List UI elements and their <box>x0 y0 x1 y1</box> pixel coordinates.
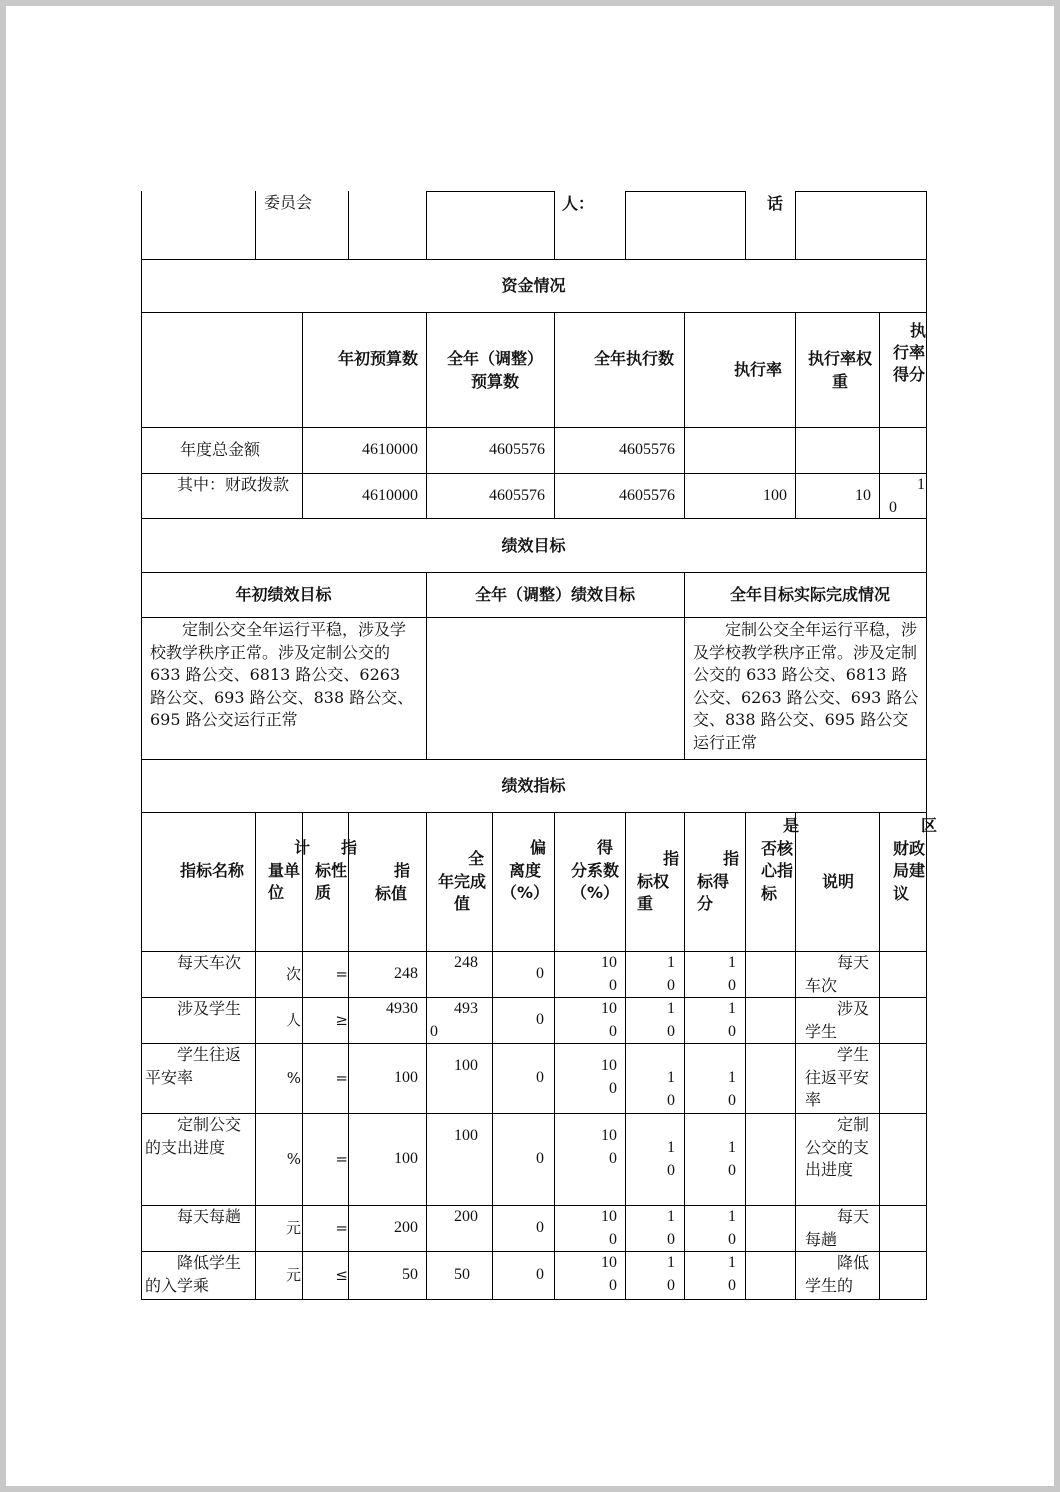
header-actual-value: 全年完成值 <box>438 849 487 913</box>
cell-border <box>426 312 427 519</box>
header-indicator-value: 指标值 <box>374 861 410 903</box>
indicator-score-cell: 10 <box>728 1069 736 1109</box>
cell-border <box>879 312 880 519</box>
row-label-fiscal: 其中：财政拨款 <box>177 475 290 494</box>
header-score: 指标得分 <box>697 849 740 913</box>
header-advice: 区财政局建议 <box>893 816 938 903</box>
indicator-desc-cell: 降低学生的 <box>805 1253 870 1295</box>
fiscal-executed: 4605576 <box>619 487 675 504</box>
cell-border <box>795 191 796 260</box>
header-exec-rate: 执行率 <box>733 360 782 379</box>
indicator-actual-cell: 4930 <box>430 1000 478 1040</box>
cell-border <box>426 191 555 192</box>
indicator-name-cell: 学生往返平安率 <box>145 1045 242 1087</box>
row-border <box>141 572 927 573</box>
indicator-coef-cell: 100 <box>601 1254 617 1294</box>
cell-border <box>554 812 555 1299</box>
indicator-name-cell: 每天每趟 <box>177 1207 242 1226</box>
indicator-deviation-cell: 0 <box>536 1011 544 1028</box>
cell-border <box>554 312 555 519</box>
header-executed: 全年执行数 <box>593 349 674 368</box>
fiscal-exec-weight: 10 <box>855 487 871 504</box>
row-border <box>141 427 927 428</box>
indicator-value-cell: 50 <box>402 1266 418 1283</box>
row-border <box>141 617 927 618</box>
goals-section-title: 绩效目标 <box>501 536 566 555</box>
header-core: 是否核心指标 <box>761 816 800 903</box>
total-initial-budget: 4610000 <box>362 441 418 458</box>
indicator-deviation-cell: 0 <box>536 1219 544 1236</box>
row-label-total: 年度总金额 <box>180 440 261 459</box>
indicator-nature-cell: = <box>335 1150 348 1168</box>
fiscal-initial-budget: 4610000 <box>362 487 418 504</box>
contact-person-label: 人： <box>562 194 595 213</box>
indicator-unit-cell: 人 <box>285 1011 301 1029</box>
indicator-value-cell: 100 <box>394 1069 418 1086</box>
header-adjusted-goal: 全年（调整）绩效目标 <box>474 585 635 604</box>
indicator-value-cell: 200 <box>394 1219 418 1236</box>
indicator-weight-cell: 10 <box>667 1069 675 1109</box>
row-border <box>141 1299 927 1300</box>
indicator-nature-cell: ≥ <box>335 1011 348 1029</box>
indicator-actual-cell: 200 <box>454 1208 478 1225</box>
indicator-desc-cell: 定制公交的支出进度 <box>805 1115 870 1179</box>
header-actual-goal: 全年目标实际完成情况 <box>729 585 890 604</box>
indicator-coef-cell: 100 <box>601 1208 617 1248</box>
header-exec-score: 执行率得分 <box>893 321 927 384</box>
indicator-name-cell: 每天车次 <box>177 953 242 972</box>
actual-goal-text: 定制公交全年运行平稳，涉及学校教学秩序正常。涉及定制公交的 633 路公交、6813 路公交、6263 路公交、693 路公交、838 路公交、695 路公交运行正常 <box>693 620 919 752</box>
cell-border <box>795 191 926 192</box>
header-weight: 指标权重 <box>637 849 680 913</box>
indicator-score-cell: 10 <box>728 954 736 994</box>
cell-border <box>302 812 303 1299</box>
total-adjusted-budget: 4605576 <box>489 441 545 458</box>
cell-border <box>348 191 349 260</box>
cell-border <box>745 191 746 260</box>
header-initial-goal: 年初绩效目标 <box>235 585 332 604</box>
indicator-deviation-cell: 0 <box>536 1266 544 1283</box>
row-border <box>141 759 927 760</box>
cell-border <box>745 812 746 1299</box>
indicator-desc-cell: 每天每趟 <box>805 1207 870 1249</box>
header-initial-budget: 年初预算数 <box>337 349 418 368</box>
indicator-nature-cell: = <box>335 965 348 983</box>
total-executed: 4605576 <box>619 441 675 458</box>
cell-border <box>554 191 555 260</box>
indicator-coef-cell: 100 <box>601 1127 617 1167</box>
cell-border <box>684 572 685 759</box>
cell-border <box>255 191 256 260</box>
cell-border <box>684 312 685 519</box>
phone-label: 话 <box>767 194 784 213</box>
indicator-unit-cell: % <box>286 1150 301 1168</box>
indicator-name-cell: 定制公交的支出进度 <box>145 1115 242 1157</box>
indicator-weight-cell: 10 <box>667 1254 675 1294</box>
cell-border <box>492 812 493 1299</box>
header-description: 说明 <box>821 872 854 891</box>
indicator-deviation-cell: 0 <box>536 1150 544 1167</box>
indicator-value-cell: 248 <box>394 965 418 982</box>
initial-goal-text: 定制公交全年运行平稳，涉及学校教学秩序正常。涉及定制公交的 633 路公交、6813 路公交、6263 路公交、693 路公交、838 路公交、695 路公交运行正常 <box>150 620 414 729</box>
indicator-weight-cell: 10 <box>667 1000 675 1040</box>
table-border-left <box>141 191 142 1299</box>
indicator-coef-cell: 100 <box>601 1057 617 1097</box>
indicator-actual-cell: 50 <box>454 1266 470 1283</box>
indicator-desc-cell: 每天车次 <box>805 953 870 995</box>
indicator-desc-cell: 学生往返平安率 <box>805 1045 870 1109</box>
header-exec-weight: 执行率权重 <box>807 349 872 391</box>
indicator-coef-cell: 100 <box>601 954 617 994</box>
cell-border <box>255 812 256 1299</box>
indicator-actual-cell: 248 <box>454 954 478 971</box>
indicator-weight-cell: 10 <box>667 1139 675 1179</box>
indicator-unit-cell: % <box>286 1069 301 1087</box>
indicator-nature-cell: = <box>335 1069 348 1087</box>
header-score-coef: 得分系数（%） <box>570 838 620 902</box>
cell-border <box>426 191 427 260</box>
cell-border <box>625 191 745 192</box>
funding-section-title: 资金情况 <box>501 276 566 295</box>
indicator-actual-cell: 100 <box>454 1127 478 1144</box>
indicator-score-cell: 10 <box>728 1208 736 1248</box>
header-indicator-name: 指标名称 <box>179 861 244 880</box>
indicator-weight-cell: 10 <box>667 954 675 994</box>
indicator-value-cell: 100 <box>394 1150 418 1167</box>
cell-border <box>625 191 626 260</box>
indicator-deviation-cell: 0 <box>536 1069 544 1086</box>
indicator-name-cell: 涉及学生 <box>177 999 242 1018</box>
indicator-nature-cell: ≤ <box>335 1266 348 1284</box>
indicator-name-cell: 降低学生的入学乘 <box>145 1253 242 1295</box>
indicator-nature-cell: = <box>335 1219 348 1237</box>
row-border <box>141 312 927 313</box>
indicator-unit-cell: 次 <box>285 965 301 983</box>
header-adjusted-budget: 全年（调整）预算数 <box>446 349 543 391</box>
indicator-score-cell: 10 <box>728 1139 736 1179</box>
cell-border <box>684 812 685 1299</box>
indicator-score-cell: 10 <box>728 1000 736 1040</box>
cell-border <box>795 312 796 519</box>
indicator-unit-cell: 元 <box>285 1219 301 1237</box>
cell-border <box>625 812 626 1299</box>
row-border <box>141 518 927 519</box>
cell-border <box>879 812 880 1299</box>
header-unit: 计量单位 <box>268 838 311 902</box>
cell-border <box>426 812 427 1299</box>
indicator-value-cell: 4930 <box>386 1000 418 1017</box>
row-border <box>141 259 927 260</box>
cell-border <box>302 312 303 519</box>
indicator-coef-cell: 100 <box>601 1000 617 1040</box>
indicator-unit-cell: 元 <box>285 1266 301 1284</box>
indicator-desc-cell: 涉及学生 <box>805 999 870 1041</box>
fiscal-exec-score: 10 <box>889 476 925 516</box>
indicator-weight-cell: 10 <box>667 1208 675 1248</box>
header-nature: 指标性质 <box>315 838 358 902</box>
fiscal-exec-rate: 100 <box>763 487 787 504</box>
org-name: 委员会 <box>264 193 313 212</box>
indicator-actual-cell: 100 <box>454 1057 478 1074</box>
fiscal-adjusted-budget: 4605576 <box>489 487 545 504</box>
indicator-score-cell: 10 <box>728 1254 736 1294</box>
cell-border <box>348 812 349 1299</box>
indicator-deviation-cell: 0 <box>536 965 544 982</box>
row-border <box>141 812 927 813</box>
header-deviation: 偏离度（%） <box>500 838 550 902</box>
indicators-section-title: 绩效指标 <box>501 776 566 795</box>
